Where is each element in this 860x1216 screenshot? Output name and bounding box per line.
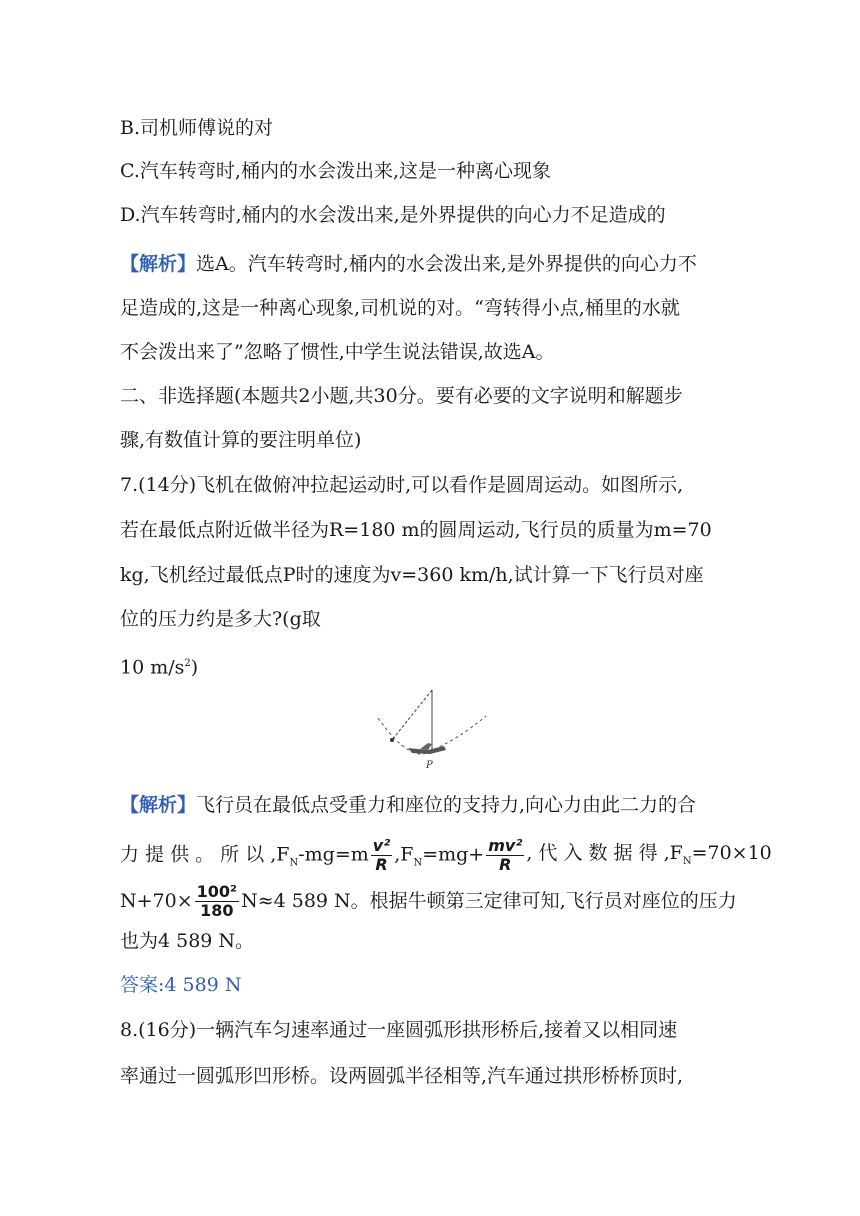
answer-7: 答案:4 589 N <box>120 974 242 996</box>
fraction-mv2-over-r: $\frac{\text{mv²}}{R}$ <box>488 835 523 874</box>
question-7-line-4: 位的压力约是多大?(g取 <box>120 608 321 630</box>
question-7-line-5: 10 $m/s^2$) <box>120 656 199 679</box>
question-8-line-2: 率通过一圆弧形凹形桥。设两圆弧半径相等,汽车通过拱形桥桥顶时, <box>120 1065 684 1087</box>
analysis-6-line-3: 不会泼出来了”忽略了惯性,中学生说法错误,故选A。 <box>120 341 555 363</box>
analysis-6-line-1: 【解析】选A。汽车转弯时,桶内的水会泼出来,是外界提供的向心力不 <box>120 253 697 275</box>
question-7-line-1: 7.(14分)飞机在做俯冲拉起运动时,可以看作是圆周运动。如图所示, <box>120 474 684 496</box>
fraction-100sq-over-180: $\frac{\text{100²}}{180}$ <box>196 881 238 920</box>
question-7-line-3: kg,飞机经过最低点P时的速度为v=360 km/h,试计算一下飞行员对座 <box>120 564 704 586</box>
section-2-heading-line-2: 骤,有数值计算的要注明单位) <box>120 429 362 451</box>
point-p-label: P <box>426 760 433 768</box>
analysis-6-line-2: 足造成的,这是一种离心现象,司机说的对。“弯转得小点,桶里的水就 <box>120 297 680 319</box>
analysis-7-line-1: 【解析】飞行员在最低点受重力和座位的支持力,向心力由此二力的合 <box>120 794 697 816</box>
circular-motion-figure <box>372 688 492 768</box>
analysis-7-line-2: 力 提 供 。 所 以 $,F_N-mg=m$ $\frac{\text{v²}}{R}$ $,F_N=mg+$ $\frac{\text{mv²}}{R}$ , 代 入 数 据 得 $,F_N=70\times 10$ <box>120 835 772 874</box>
option-b: B.司机师傅说的对 <box>120 117 274 139</box>
question-7-line-2: 若在最低点附近做半径为R=180 m的圆周运动,飞行员的质量为m=70 <box>120 519 712 541</box>
question-8-line-1: 8.(16分)一辆汽车匀速率通过一座圆弧形拱形桥后,接着又以相同速 <box>120 1019 678 1041</box>
analysis-tag: 【解析】 <box>120 253 197 275</box>
section-2-heading-line-1: 二、非选择题(本题共2小题,共30分。要有必要的文字说明和解题步 <box>120 385 683 407</box>
option-c: C.汽车转弯时,桶内的水会泼出来,这是一种离心现象 <box>120 160 551 182</box>
option-d: D.汽车转弯时,桶内的水会泼出来,是外界提供的向心力不足造成的 <box>120 204 666 226</box>
fraction-v2-over-r: $\frac{\text{v²}}{R}$ <box>372 835 391 874</box>
analysis-7-line-3: N+70× $\frac{\text{100²}}{180}$ N≈4 589 N。根据牛顿第三定律可知,飞行员对座位的压力 <box>120 881 737 920</box>
analysis-7-line-4: 也为4 589 N。 <box>120 930 255 952</box>
